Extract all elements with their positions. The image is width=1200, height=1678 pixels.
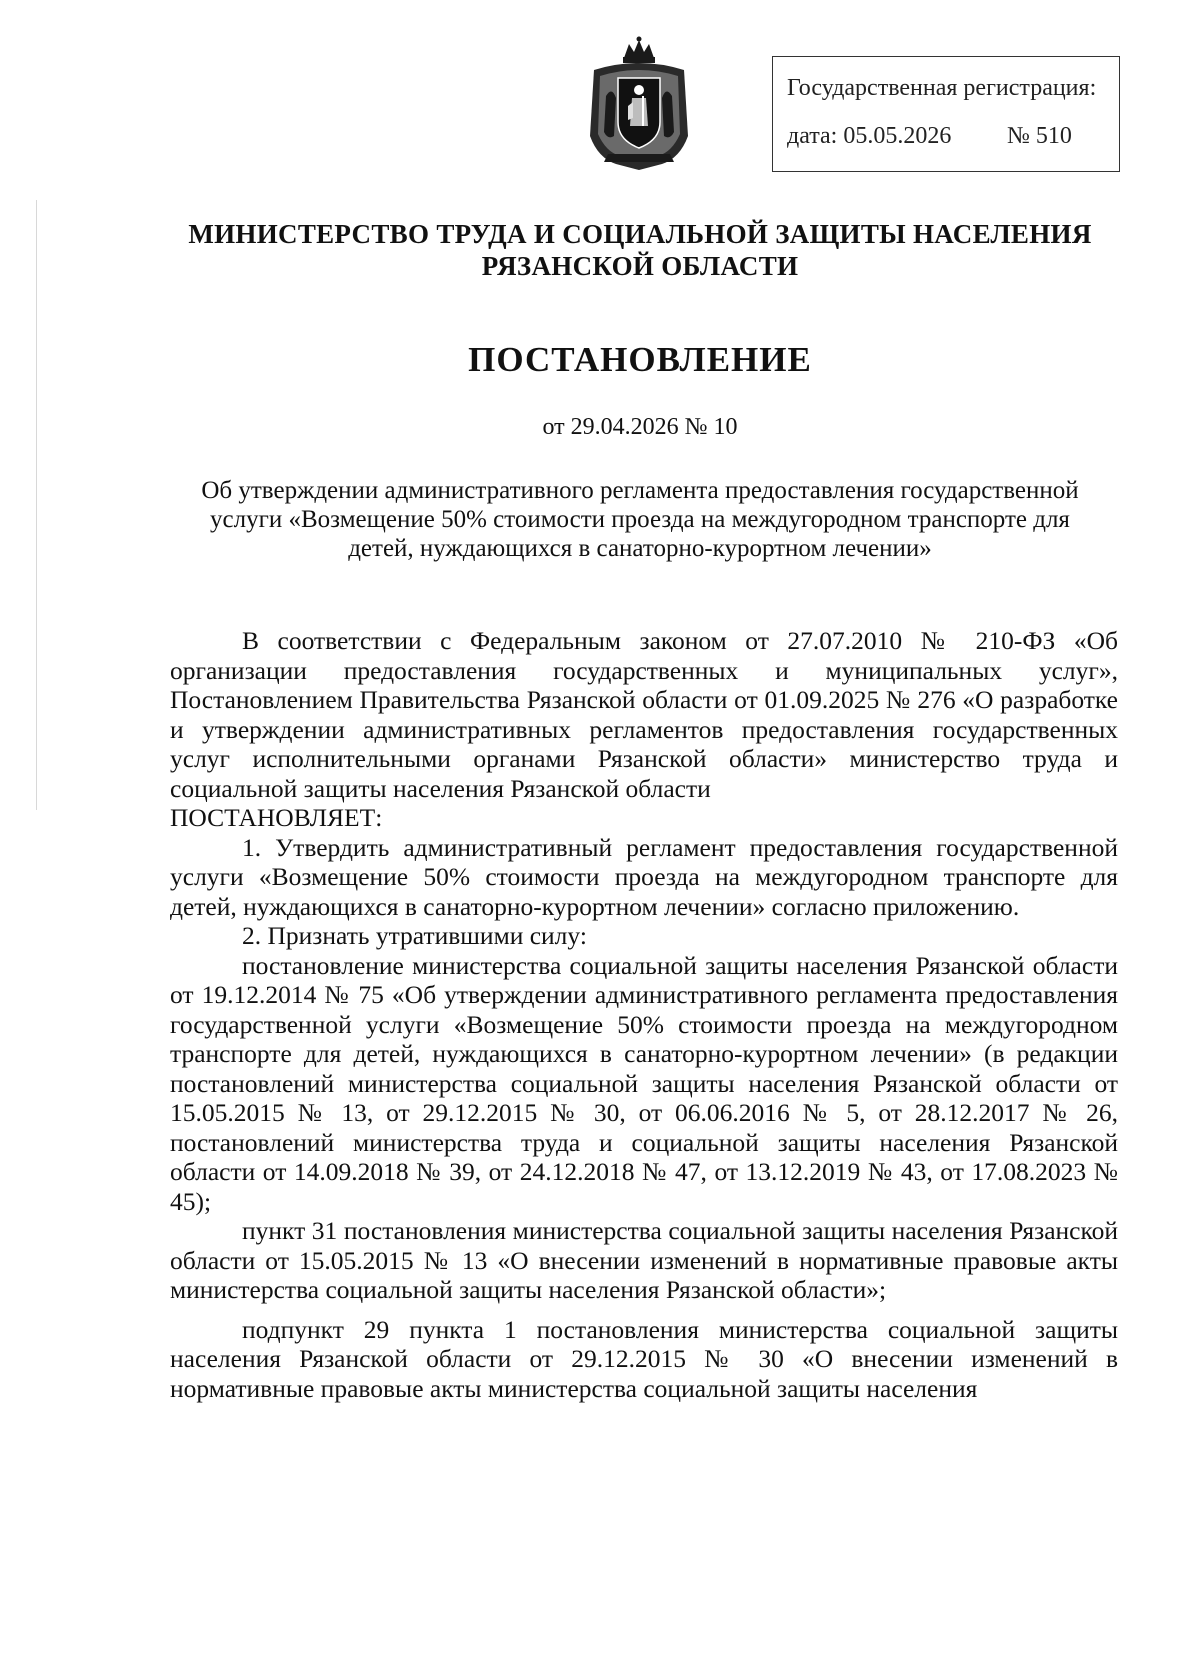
document-body xyxy=(170,626,1118,1403)
ministry-name-line1: МИНИСТЕРСТВО ТРУДА И СОЦИАЛЬНОЙ ЗАЩИТЫ НАСЕЛЕНИЯ xyxy=(188,219,1092,249)
registration-title: Государственная регистрация: xyxy=(787,75,1097,101)
repeal-item-2: пункт 31 постановления министерства социальной защиты населения Рязанской области от 15.05.2015 № 13 «О внесении изменений в нормативные правовые акты министерства социальной защиты населения Рязанской области»; xyxy=(170,1216,1118,1304)
ministry-name xyxy=(160,218,1120,282)
registration-number: № 510 xyxy=(1007,123,1072,149)
preamble-paragraph: В соответствии с Федеральным законом от 27.07.2010 № 210-ФЗ «Об организации предоставления государственных и муниципальных услуг», Постановлением Правительства Рязанской области от 01.09.2025 № 276 «О разработке и утверждении административных регламентов предоставления государственных услуг исполнительными органами Рязанской области» министерство труда и социальной защиты населения Рязанской области xyxy=(170,626,1118,803)
coat-of-arms-icon xyxy=(584,36,694,176)
item-2-paragraph: 2. Признать утратившими силу: xyxy=(242,921,587,950)
registration-date: дата: 05.05.2026 xyxy=(787,123,952,149)
decree-word: ПОСТАНОВЛЯЕТ: xyxy=(170,803,383,832)
item-1-paragraph: 1. Утвердить административный регламент предоставления государственной услуги «Возмещение 50% стоимости проезда на междугородном транспорте для детей, нуждающихся в санаторно-курортном лечении» согласно приложению. xyxy=(170,832,1118,921)
document-type: ПОСТАНОВЛЕНИЕ xyxy=(468,340,812,379)
document-date-number: от 29.04.2026 № 10 xyxy=(542,414,738,440)
document-title: Об утверждении административного регламента предоставления государственной услуги «Возмещение 50% стоимости проезда на междугородном транспорте для детей, нуждающихся в санаторно-курортном лечении» xyxy=(201,477,1079,562)
repeal-item-3: подпункт 29 пункта 1 постановления министерства социальной защиты населения Рязанской области от 29.12.2015 № 30 «О внесении изменений в нормативные правовые акты министерства социальной защиты населения xyxy=(170,1314,1118,1403)
registration-stamp xyxy=(772,56,1120,172)
ministry-name-line2: РЯЗАНСКОЙ ОБЛАСТИ xyxy=(481,251,799,281)
repeal-item-1: постановление министерства социальной защиты населения Рязанской области от 19.12.2014 № 75 «Об утверждении административного регламента предоставления государственной услуги «Возмещение 50% стоимости проезда на междугородном транспорте для детей, нуждающихся в санаторно-курортном лечении» (в редакции постановлений министерства социальной защиты населения Рязанской области от 15.05.2015 № 13, от 29.12.2015 № 30, от 06.06.2016 № 5, от 28.12.2017 № 26, постановлений министерства труда и социальной защиты населения Рязанской области от 14.09.2018 № 39, от 24.12.2018 № 47, от 13.12.2019 № 43, от 17.08.2023 № 45); xyxy=(170,950,1118,1216)
scan-edge-line xyxy=(36,200,37,810)
